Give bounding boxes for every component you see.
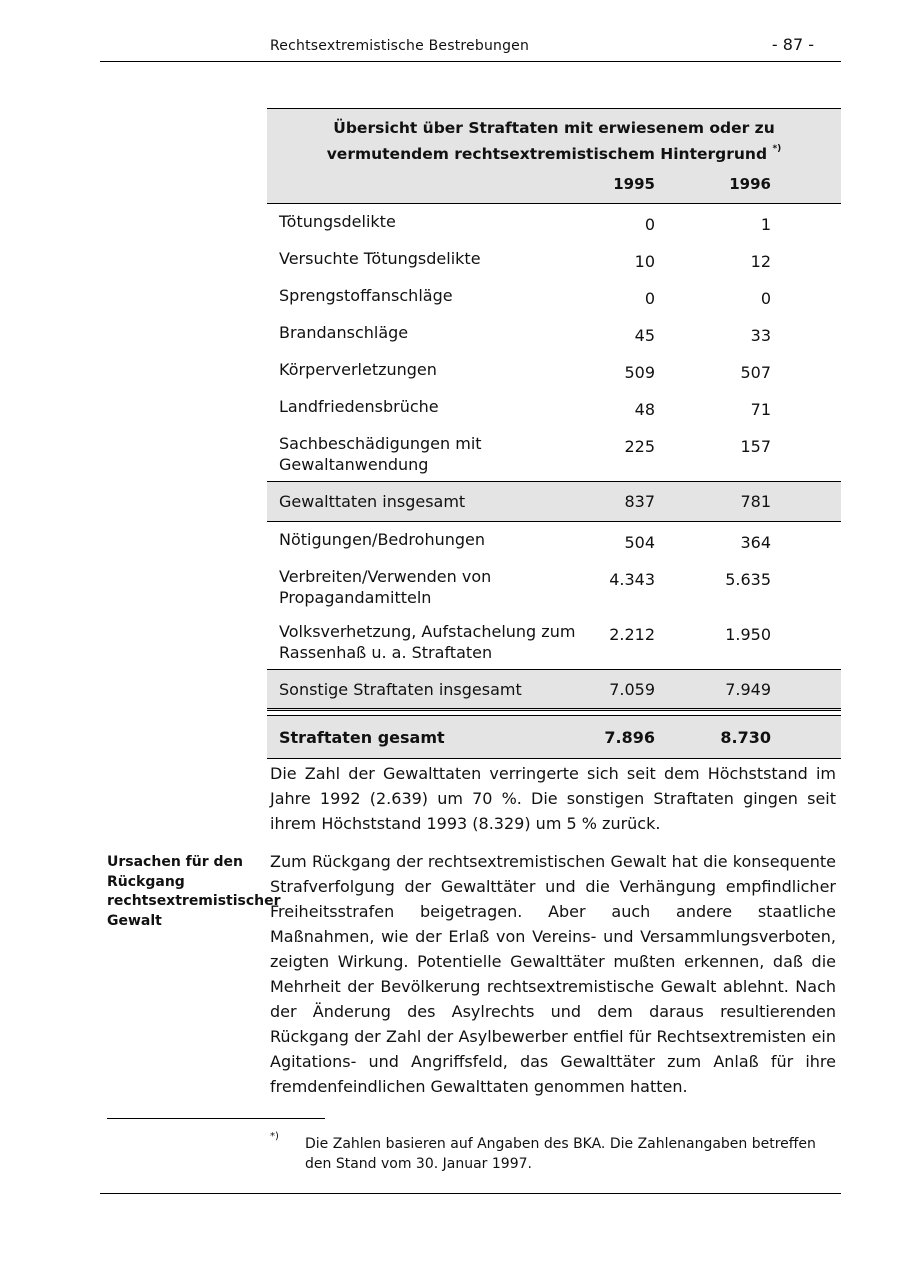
value-1995: 7.896 [591, 716, 655, 759]
value-1996: 8.730 [655, 716, 841, 759]
running-title: Rechtsextremistische Bestrebungen [270, 38, 530, 54]
page-header [100, 34, 841, 62]
value-1995: 509 [624, 363, 655, 382]
body-paragraph: Die Zahl der Gewalttaten verringerte sich seit dem Höchststand im Jahre 1992 (2.639) um 70 %. Die sonstigen Straftaten gingen seit ihrem Höchststand 1993 (8.329) um 5 % zurück. [270, 764, 836, 833]
table-row [267, 242, 841, 279]
table-row [267, 279, 841, 316]
row-label: Brandanschläge [279, 323, 409, 342]
value-1996: 71 [750, 400, 771, 419]
table-row [267, 615, 841, 670]
page-number: - 87 - [771, 35, 814, 54]
value-1996: 781 [655, 482, 841, 522]
table-row [267, 427, 841, 482]
table-caption-text: Übersicht über Straftaten mit erwiesenem oder zu vermutendem rechtsextremistischem Hintergrund [326, 119, 775, 163]
value-1996: 1.950 [725, 625, 771, 644]
value-1995: 225 [624, 437, 655, 456]
row-label: Volksverhetzung, Aufstachelung zum Rassenhaß u. a. Straftaten [279, 622, 576, 662]
row-label: Straftaten gesamt [267, 716, 591, 759]
value-1996: 33 [750, 326, 771, 345]
table-row [267, 316, 841, 353]
value-1995: 2.212 [609, 625, 655, 644]
table-row [267, 204, 841, 243]
table-row [267, 390, 841, 427]
value-1995: 10 [634, 252, 655, 271]
value-1995: 48 [634, 400, 655, 419]
value-1996: 157 [740, 437, 771, 456]
row-label: Versuchte Tötungsdelikte [279, 249, 481, 268]
table-caption-row [267, 109, 841, 170]
footer-divider [100, 1193, 841, 1194]
row-label: Sprengstoffanschläge [279, 286, 453, 305]
row-label: Sonstige Straftaten insgesamt [267, 670, 591, 710]
value-1996: 0 [760, 289, 771, 308]
row-label: Landfriedensbrüche [279, 397, 439, 416]
table-caption [267, 109, 841, 170]
offenses-table [267, 108, 841, 759]
value-1995: 4.343 [609, 570, 655, 589]
value-1995: 7.059 [591, 670, 655, 710]
value-1996: 7.949 [655, 670, 841, 710]
value-1995: 45 [634, 326, 655, 345]
row-label: Körperverletzungen [279, 360, 437, 379]
table-row [267, 353, 841, 390]
caption-footnote-marker: *) [772, 144, 782, 154]
footnote-divider [107, 1118, 325, 1119]
value-1996: 1 [760, 215, 771, 234]
row-label: Tötungsdelikte [279, 212, 396, 231]
table-row [267, 522, 841, 561]
column-header-1995: 1995 [591, 169, 655, 204]
footnote-marker: *) [270, 1131, 279, 1142]
column-header-1996: 1996 [655, 169, 841, 204]
value-1995: 0 [644, 289, 655, 308]
other-total-row [267, 670, 841, 710]
row-label: Gewalttaten insgesamt [267, 482, 591, 522]
column-header-label [267, 169, 591, 204]
table-row [267, 560, 841, 615]
value-1996: 12 [750, 252, 771, 271]
body-paragraph: Zum Rückgang der rechtsextremistischen Gewalt hat die konsequente Strafverfolgung der Gewalttäter und die Verhängung empfindlicher Freiheitsstrafen beigetragen. Aber auch andere staatliche Maßnahmen, wie der Erlaß von Vereins- und Versammlungsverboten, zeigten Wirkung. Potentielle Gewalttäter mußten erkennen, daß die Mehrheit der Bevölkerung rechtsextremistische Gewalt ablehnt. Nach der Änderung des Asylrechts und dem daraus resultierenden Rückgang der Zahl der Asylbewerber entfiel für Rechtsextremisten ein Agitations- und Angriffsfeld, das Gewalttäter zum Anlaß für ihre fremdenfeindlichen Gewalttaten genommen hatten. [270, 852, 836, 1096]
value-1995: 504 [624, 533, 655, 552]
value-1996: 5.635 [725, 570, 771, 589]
value-1995: 0 [644, 215, 655, 234]
row-label: Sachbeschädigungen mit Gewaltanwendung [279, 434, 482, 474]
margin-note: Ursachen für den Rückgang rechtsextremistischer Gewalt [107, 854, 281, 929]
table-header-row [267, 169, 841, 204]
row-label: Verbreiten/Verwenden von Propagandamitteln [279, 567, 492, 607]
row-label: Nötigungen/Bedrohungen [279, 530, 485, 549]
grand-total-row [267, 716, 841, 759]
value-1996: 364 [740, 533, 771, 552]
value-1995: 837 [591, 482, 655, 522]
value-1996: 507 [740, 363, 771, 382]
violent-total-row [267, 482, 841, 522]
footnote-text: Die Zahlen basieren auf Angaben des BKA. Die Zahlenangaben betreffen den Stand vom 30. Januar 1997. [305, 1136, 816, 1172]
